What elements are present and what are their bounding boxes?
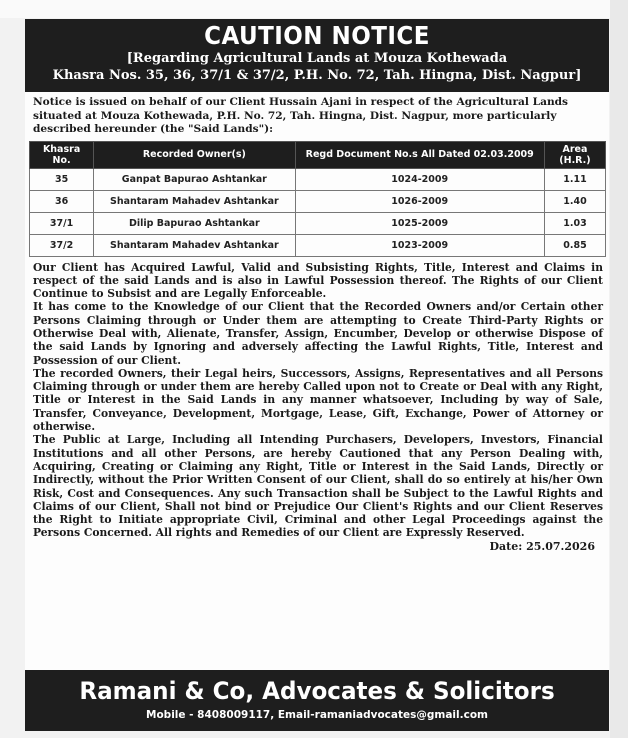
table-row [30, 190, 606, 212]
notice-subtitle-line2: Khasra Nos. 35, 36, 37/1 & 37/2, P.H. No. 72, Tah. Hingna, Dist. Nagpur] [52, 68, 582, 83]
firm-name: Ramani & Co, Advocates & Solicitors [79, 677, 555, 705]
paragraph-owners-called-upon: The recorded Owners, their Legal heirs, Successors, Assigns, Representatives and all Persons Claiming through or under them are hereby Called upon not to Create or Deal with any Right, Title or Interest in the Said Lands in any manner whatsoever, Including by way of Sale, Transfer, Conveyance, Development, Mortgage, Lease, Gift, Exchange, Power of Attorney or otherwise. [33, 366, 603, 434]
notice-title: CAUTION NOTICE [204, 21, 430, 50]
cell-document: 1024-2009 [295, 168, 544, 190]
paragraph-public-caution: The Public at Large, Including all Intending Purchasers, Developers, Investors, Financial Institutions and all other Persons, are hereby Cautioned that any Person Dealing with, Acquiring, Creating or Claiming any Right, Title or Interest in the Said Lands, Directly or Indirectly, without the Prior Written Consent of our Client, shall do so entirely at his/her Own Risk, Cost and Consequences. Any such Transaction shall be Subject to the Lawful Rights and Claims of our Client, Shall not bind or Prejudice Our Client's Rights and our Client Reserves the Right to Initiate appropriate Civil, Criminal and other Legal Proceedings against the Persons Concerned. All rights and Remedies of our Client are Expressly Reserved. [33, 433, 603, 540]
column-header-owner: Recorded Owner(s) [94, 141, 295, 168]
page-edge [610, 0, 628, 738]
notice-body [25, 257, 609, 540]
notice-header [25, 19, 609, 92]
paragraph-knowledge: It has come to the Knowledge of our Client that the Recorded Owners and/or Certain other Persons Claiming through or Under them are attempting to Create Third-Party Rights or Otherwise Deal with, Alienate, Transfer, Assign, Encumber, Develop or otherwise Dispose of the said Lands by Ignoring and adversely affecting the Lawful Rights, Title, Interest and Possession of our Client. [33, 300, 603, 367]
notice-subtitle-line1: [Regarding Agricultural Lands at Mouza Kothewada [126, 51, 508, 66]
cell-area: 0.85 [544, 234, 605, 256]
firm-contact: Mobile - 8408009117, Email-ramaniadvocates@gmail.com [146, 709, 488, 721]
cell-owner: Shantaram Mahadev Ashtankar [94, 190, 295, 212]
cell-document: 1026-2009 [295, 190, 544, 212]
cell-area: 1.03 [544, 212, 605, 234]
notice-footer [25, 670, 609, 731]
caution-notice [25, 19, 609, 731]
column-header-area: Area (H.R.) [544, 141, 605, 168]
cell-khasra: 37/2 [30, 234, 94, 256]
table-row [30, 212, 606, 234]
cell-area: 1.40 [544, 190, 605, 212]
column-header-khasra: Khasra No. [30, 141, 94, 168]
notice-intro: Notice is issued on behalf of our Client Hussain Ajani in respect of the Agricultural Lands situated at Mouza Kothewada, P.H. No. 72, Tah. Hingna, Dist. Nagpur, more particularly described hereunder (the "Said Lands"): [33, 96, 569, 135]
table-header-row [30, 141, 606, 168]
column-header-document: Regd Document No.s All Dated 02.03.2009 [295, 141, 544, 168]
paragraph-rights: Our Client has Acquired Lawful, Valid and Subsisting Rights, Title, Interest and Claims in respect of the said Lands and is also in Lawful Possession thereof. The Rights of our Client Continue to Subsist and are Legally Enforceable. [33, 260, 603, 301]
cell-owner: Dilip Bapurao Ashtankar [94, 212, 295, 234]
cell-document: 1023-2009 [295, 234, 544, 256]
cell-owner: Ganpat Bapurao Ashtankar [94, 168, 295, 190]
table-row [30, 234, 606, 256]
lands-table [29, 141, 606, 257]
notice-date: Date: 25.07.2026 [489, 539, 595, 553]
cell-document: 1025-2009 [295, 212, 544, 234]
cell-khasra: 35 [30, 168, 94, 190]
cell-owner: Shantaram Mahadev Ashtankar [94, 234, 295, 256]
table-row [30, 168, 606, 190]
top-margin [0, 0, 628, 18]
cell-khasra: 36 [30, 190, 94, 212]
cell-area: 1.11 [544, 168, 605, 190]
cell-khasra: 37/1 [30, 212, 94, 234]
